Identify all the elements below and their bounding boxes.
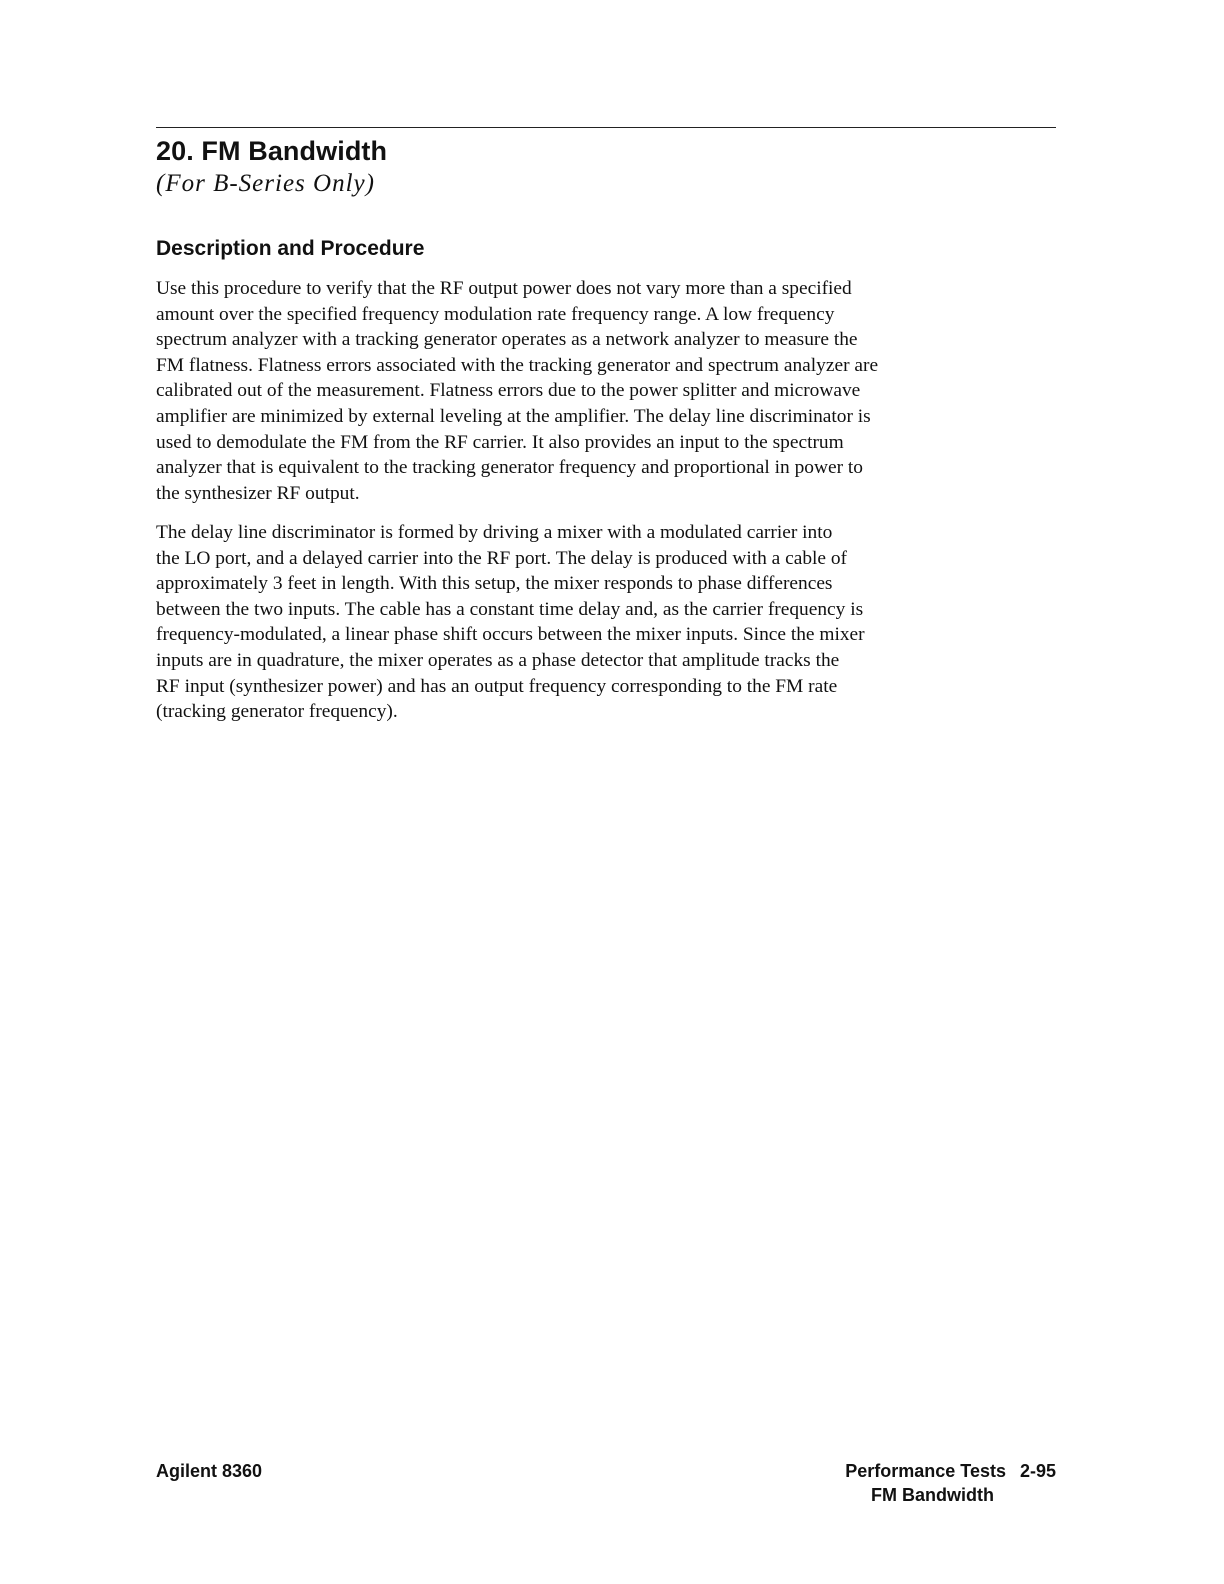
text-line: calibrated out of the measurement. Flatness errors due to the power splitter and microwave — [156, 380, 861, 402]
text-line: between the two inputs. The cable has a constant time delay and, as the carrier frequency is — [156, 598, 864, 620]
text-line: amplifier are minimized by external leveling at the amplifier. The delay line discriminator is — [156, 405, 871, 427]
text-line: analyzer that is equivalent to the tracking generator frequency and proportional in power to — [156, 457, 863, 479]
text-line: the synthesizer RF output. — [156, 482, 360, 504]
footer-chapter-row — [845, 1459, 1056, 1483]
paragraph-discriminator — [156, 520, 1056, 725]
section-subtitle: (For B-Series Only) — [156, 170, 375, 197]
footer-chapter: Performance Tests — [845, 1461, 1006, 1481]
text-line: RF input (synthesizer power) and has an output frequency corresponding to the FM rate — [156, 675, 838, 697]
paragraph-procedure-overview — [156, 276, 1056, 506]
text-line: frequency-modulated, a linear phase shift occurs between the mixer inputs. Since the mixer — [156, 624, 865, 646]
footer-product-name: Agilent 8360 — [156, 1461, 263, 1481]
footer-page-info — [845, 1459, 1056, 1507]
footer-page-number: 2-95 — [1019, 1461, 1056, 1481]
text-line: inputs are in quadrature, the mixer operates as a phase detector that amplitude tracks the — [156, 649, 840, 671]
text-line: FM flatness. Flatness errors associated with the tracking generator and spectrum analyzer are — [156, 354, 879, 376]
text-line: used to demodulate the FM from the RF carrier. It also provides an input to the spectrum — [156, 431, 844, 453]
footer-section: FM Bandwidth — [871, 1485, 994, 1505]
text-line: amount over the specified frequency modulation rate frequency range. A low frequency — [156, 303, 835, 325]
header-rule — [156, 127, 1056, 128]
text-line: The delay line discriminator is formed by driving a mixer with a modulated carrier into — [156, 522, 833, 543]
section-title: 20. FM Bandwidth — [156, 136, 388, 166]
text-line: spectrum analyzer with a tracking generator operates as a network analyzer to measure the — [156, 329, 858, 351]
text-line: (tracking generator frequency). — [156, 701, 398, 723]
text-line: approximately 3 feet in length. With this setup, the mixer responds to phase differences — [156, 573, 833, 595]
text-line: Use this procedure to verify that the RF output power does not vary more than a specified — [156, 278, 852, 299]
description-heading: Description and Procedure — [156, 237, 425, 260]
text-line: the LO port, and a delayed carrier into the RF port. The delay is produced with a cable of — [156, 547, 848, 569]
